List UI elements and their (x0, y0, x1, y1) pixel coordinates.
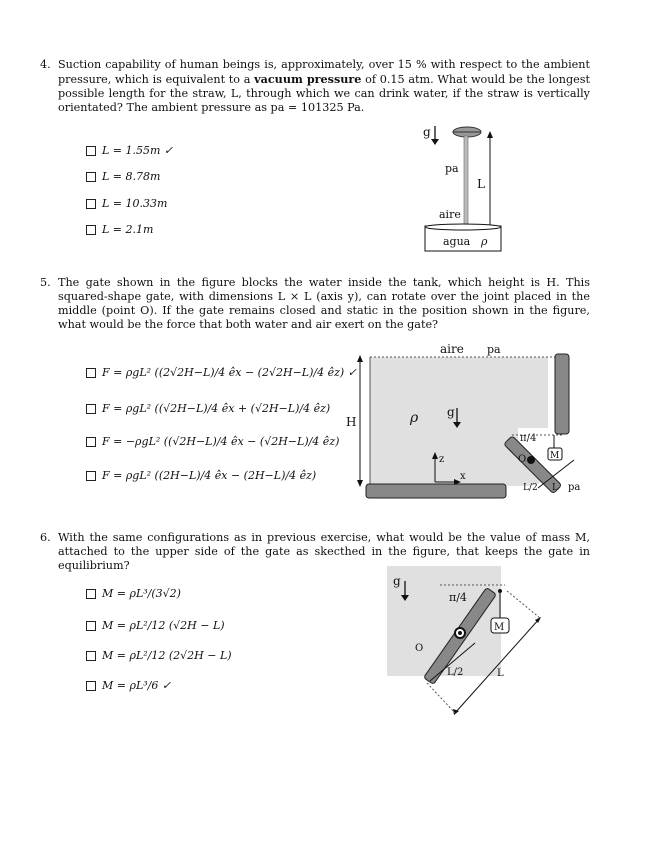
q6-option-3-label: M = ρL²/12 (2√2H − L) (102, 649, 232, 662)
q5-fig-pa2: pa (568, 482, 581, 493)
checkbox[interactable] (86, 437, 96, 447)
q4-option-2[interactable] (86, 170, 160, 184)
q5-fig-air: aire (440, 342, 464, 356)
q5-fig-g: g (447, 405, 455, 419)
q6-option-2[interactable] (86, 619, 225, 633)
q6-fig-L: L (497, 668, 504, 679)
q4-fig-L: L (477, 177, 485, 191)
q4-option-3-label: L = 10.33m (102, 197, 168, 210)
question-5-text (40, 276, 590, 332)
question-6-body: With the same configurations as in previous exercise, what would be the value of mass M, attached to the upper side of the gate as skecthed in the figure, that keeps the gate in equilibrium? (58, 531, 590, 572)
q5-fig-M: M (550, 451, 560, 461)
q5-option-1[interactable] (86, 366, 357, 380)
question-6-number: 6. (40, 531, 51, 544)
question-5-body: The gate shown in the figure blocks the water inside the tank, which height is H. This squared-shape gate, with dimensions L × L (axis y), can rotate over the joint placed in the middle (point O). If the gate remains closed and static in the position shown in the figure, what would be the force that both water and air exert on the gate? (58, 276, 590, 331)
tank-floor (366, 484, 506, 498)
q4-straw-figure (415, 120, 525, 255)
q4-option-1-label: L = 1.55m ✓ (102, 144, 174, 157)
q6-fig-O: O (415, 643, 424, 654)
checkbox[interactable] (86, 199, 96, 209)
q6-fig-angle: π/4 (449, 591, 467, 604)
q6-option-1-label: M = ρL³/(3√2) (102, 587, 181, 600)
checkbox[interactable] (86, 146, 96, 156)
question-4-text-pre: Suction capability of human beings is, approximately, over 15 % with respect to the ambient pressure, which is equivalent to a (58, 58, 590, 86)
checkbox[interactable] (86, 651, 96, 661)
checkbox[interactable] (86, 172, 96, 182)
checkbox[interactable] (86, 225, 96, 235)
q5-option-3[interactable] (86, 435, 339, 449)
q6-option-4-label: M = ρL³/6 ✓ (102, 679, 172, 692)
q4-fig-g: g (423, 125, 431, 139)
q6-fig-L2: L/2 (447, 667, 464, 678)
q5-option-3-label: F = −ρgL² ((√2H−L)/4 êx − (√2H−L)/4 êz) (102, 435, 340, 448)
checkbox[interactable] (86, 368, 96, 378)
q6-option-2-label: M = ρL²/12 (√2H − L) (102, 619, 225, 632)
q5-option-2-label: F = ρgL² ((√2H−L)/4 êx + (√2H−L)/4 êz) (102, 402, 331, 415)
q5-fig-H: H (346, 415, 357, 429)
checkbox[interactable] (86, 681, 96, 691)
q4-option-4-label: L = 2.1m (102, 223, 154, 236)
question-4-text-bold: vacuum pressure (254, 72, 362, 86)
q4-fig-water: agua (443, 235, 471, 248)
q5-fig-L2: L/2 (523, 483, 538, 493)
q5-option-2[interactable] (86, 402, 330, 416)
q6-gate-figure (385, 563, 545, 718)
question-4-text (40, 58, 590, 115)
tank-wall (555, 354, 569, 434)
q4-fig-air: aire (439, 208, 461, 221)
q5-fig-x: x (460, 471, 466, 482)
q5-fig-O: O (518, 454, 527, 465)
q4-option-2-label: L = 8.78m (102, 170, 161, 183)
q5-fig-L: L (552, 483, 558, 493)
checkbox[interactable] (86, 589, 96, 599)
q5-option-4-label: F = ρgL² ((2H−L)/4 êx − (2H−L)/4 êz) (102, 469, 317, 482)
q5-fig-angle: π/4 (520, 433, 537, 444)
q5-fig-pa: pa (487, 343, 501, 356)
q5-fig-z: z (439, 454, 445, 465)
q4-option-3[interactable] (86, 197, 167, 211)
question-4-number: 4. (40, 58, 51, 71)
question-5-number: 5. (40, 276, 51, 289)
straw (464, 136, 468, 236)
checkbox[interactable] (86, 471, 96, 481)
q5-tank-figure (340, 340, 590, 505)
q4-fig-pa: pa (445, 162, 459, 175)
q5-fig-rho: ρ (410, 410, 419, 426)
q4-option-4[interactable] (86, 223, 153, 237)
q4-option-1[interactable] (86, 144, 173, 158)
pivot-O (527, 456, 535, 464)
checkbox[interactable] (86, 404, 96, 414)
q5-option-4[interactable] (86, 469, 316, 483)
q4-fig-rho: ρ (481, 235, 488, 248)
q6-option-3[interactable] (86, 649, 232, 663)
q6-fig-g: g (393, 574, 401, 588)
q6-fig-M: M (494, 622, 505, 633)
q5-option-1-label: F = ρgL² ((2√2H−L)/4 êx − (2√2H−L)/4 êz) ✓ (102, 366, 357, 379)
question-4-text-post: of 0.15 atm. What would be the longest possible length for the straw, L, through which we can drink water, if the straw is vertically orientated? The ambient pressure as pa = 101325 Pa. (58, 73, 590, 114)
q6-option-1[interactable] (86, 587, 181, 601)
water-region (370, 357, 550, 486)
checkbox[interactable] (86, 621, 96, 631)
q6-option-4[interactable] (86, 679, 171, 693)
